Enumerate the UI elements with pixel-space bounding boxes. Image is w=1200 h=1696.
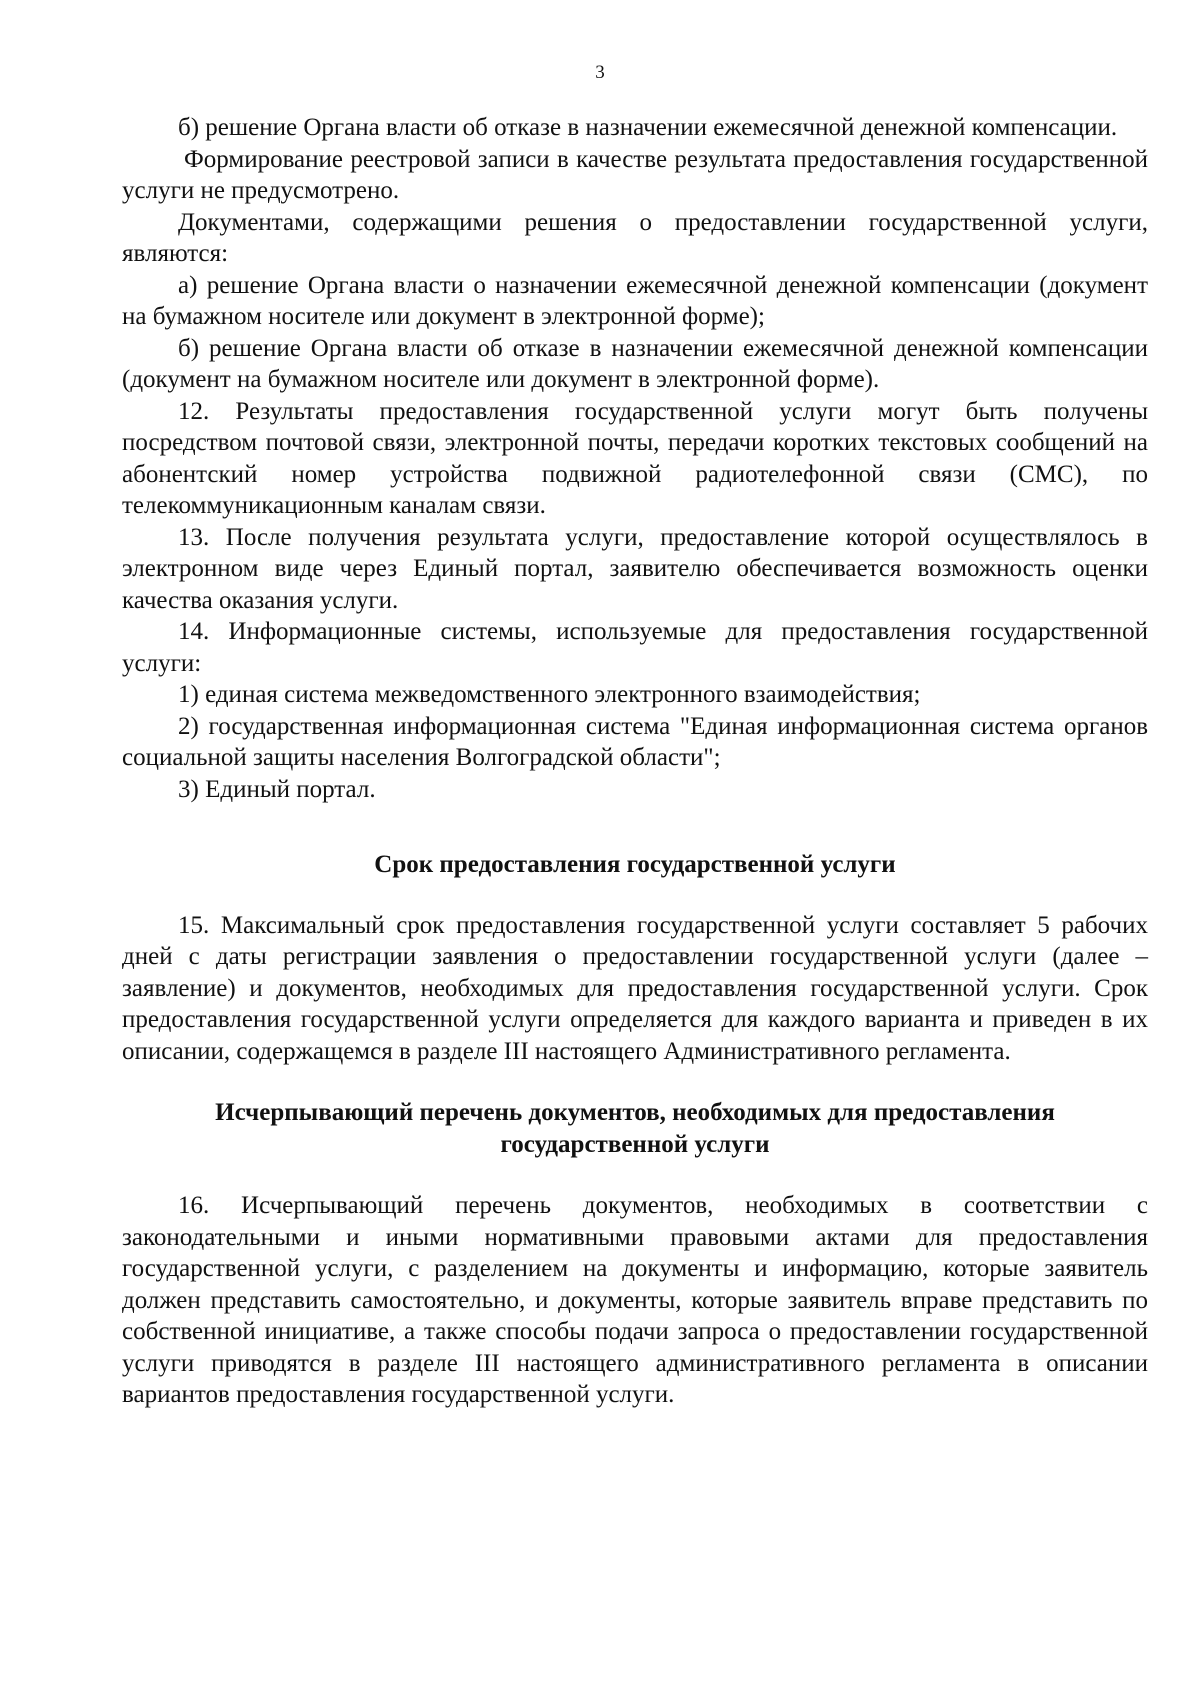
paragraph-14: 14. Информационные системы, используемые для предоставления государственной услуги: <box>122 618 1148 677</box>
paragraph-registry-record: Формирование реестровой записи в качестве результата предоставления государственной услуги не предусмотрено. <box>122 145 1148 204</box>
paragraph-refusal-decision: б) решение Органа власти об отказе в назначении ежемесячной денежной компенсации. <box>178 114 1118 141</box>
page-number: 3 <box>595 62 605 83</box>
section-heading-documents-line2: государственной услуги <box>500 1130 770 1158</box>
paragraph-13: 13. После получения результата услуги, предоставление которой осуществлялось в электронном виде через Единый портал, заявителю обеспечивается возможность оценки качества оказания услуги. <box>122 523 1148 614</box>
list-item-b: б) решение Органа власти об отказе в назначении ежемесячной денежной компенсации (документ на бумажном носителе или документ в электронной форме). <box>122 334 1148 393</box>
section-heading-documents-line1: Исчерпывающий перечень документов, необходимых для предоставления <box>215 1099 1055 1126</box>
list-item-a: а) решение Органа власти о назначении ежемесячной денежной компенсации (документ на бумажном носителе или документ в электронной форме); <box>122 271 1148 330</box>
list-item-3: 3) Единый портал. <box>178 775 376 803</box>
list-item-2: 2) государственная информационная система "Единая информационная система органов социальной защиты населения Волгоградской области"; <box>122 712 1148 771</box>
paragraph-15: 15. Максимальный срок предоставления государственной услуги составляет 5 рабочих дней с даты регистрации заявления о предоставлении государственной услуги (далее – заявление) и документов, необходимых для предоставления государственной услуги. Срок предоставления государственной услуги определяется для каждого варианта и приведен в их описании, содержащемся в разделе III настоящего Административного регламента. <box>122 911 1148 1065</box>
paragraph-12: 12. Результаты предоставления государственной услуги могут быть получены посредством почтовой связи, электронной почты, передачи коротких текстовых сообщений на абонентский номер устройства подвижной радиотелефонной связи (СМС), по телекоммуникационным каналам связи. <box>122 397 1148 519</box>
section-heading-term: Срок предоставления государственной услуги <box>374 851 896 878</box>
paragraph-decision-documents: Документами, содержащими решения о предоставлении государственной услуги, являются: <box>122 208 1148 267</box>
document-body <box>122 112 1148 1411</box>
list-item-1: 1) единая система межведомственного электронного взаимодействия; <box>178 681 921 708</box>
paragraph-16: 16. Исчерпывающий перечень документов, необходимых в соответствии с законодательными и иными нормативными правовыми актами для предоставления государственной услуги, с разделением на документы и информацию, которые заявитель должен представить самостоятельно, и документы, которые заявитель вправе представить по собственной инициативе, а также способы подачи запроса о предоставлении государственной услуги приводятся в разделе III настоящего административного регламента в описании вариантов предоставления государственной услуги. <box>122 1192 1148 1408</box>
